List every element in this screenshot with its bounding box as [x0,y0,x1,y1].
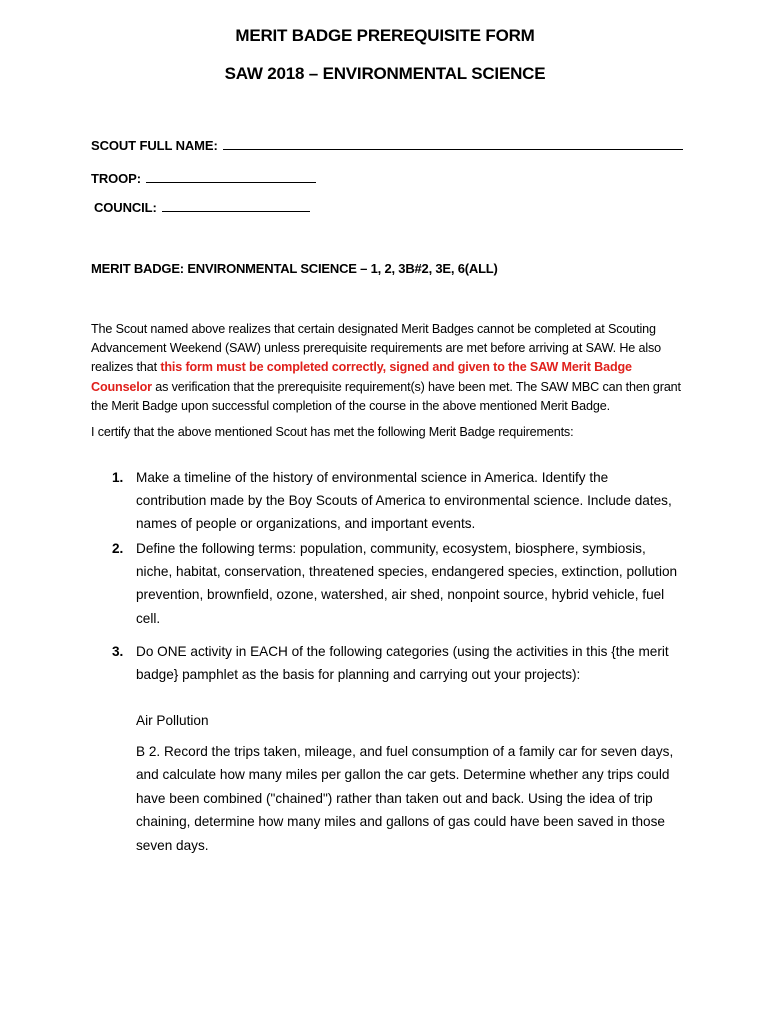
scout-name-label: SCOUT FULL NAME: [91,138,218,153]
form-title: MERIT BADGE PREREQUISITE FORM [235,26,535,45]
intro-text-end: as verification that the prerequisite requirement(s) have been met. The SAW MBC can then grant the Merit Badge upon successful completion of the course in the above mentioned Merit Badge. [91,379,681,413]
form-subtitle: SAW 2018 – ENVIRONMENTAL SCIENCE [224,64,546,83]
council-field [94,199,310,215]
requirement-number: 3. [112,644,124,659]
intro-text-start: The Scout named above realizes that certain designated Merit Badges cannot be completed at Scouting Advancement Weekend (SAW) unless prerequisite requirements are met before arriving at SAW. He also realizes that [91,322,662,375]
troop-blank[interactable] [146,170,316,183]
requirement-item [112,466,682,536]
intro-paragraph [91,320,691,416]
requirement-text: Do ONE activity in EACH of the following categories (using the activities in this {the merit badge} pamphlet as the basis for planning and carrying out your projects): [136,644,669,683]
category-title: Air Pollution [136,713,209,728]
requirement-item [112,537,682,630]
requirement-number: 1. [112,470,124,485]
intro-highlight: this form must be completed correctly, signed and given to the SAW Merit Badge Counselor [91,360,632,394]
requirement-item [112,640,682,686]
council-blank[interactable] [162,199,310,212]
troop-label: TROOP: [91,171,141,186]
scout-name-blank[interactable] [223,137,683,150]
requirement-number: 2. [112,541,124,556]
troop-field [91,170,316,186]
certify-statement: I certify that the above mentioned Scout has met the following Merit Badge requirements: [91,425,574,439]
requirement-text: Define the following terms: population, community, ecosystem, biosphere, symbiosis, niche, habitat, conservation, threatened species, endangered species, extinction, pollution prevention, brownfield, ozone, watershed, air shed, nonpoint source, hybrid vehicle, fuel cell. [136,541,678,626]
merit-badge-heading: MERIT BADGE: ENVIRONMENTAL SCIENCE – 1, 2, 3B#2, 3E, 6(ALL) [91,261,498,276]
category-body: B 2. Record the trips taken, mileage, and fuel consumption of a family car for seven days, and calculate how many miles per gallon the car gets. Determine whether any trips could have been combined ("chained") rather than taken out and back. Using the idea of trip chaining, determine how many miles and gallons of gas could have been saved in those seven days. [136,744,674,853]
council-label: COUNCIL: [94,200,157,215]
requirement-text: Make a timeline of the history of environmental science in America. Identify the contribution made by the Boy Scouts of America to environmental science. Include dates, names of people or organizations, and important events. [136,470,672,532]
scout-name-field [91,137,683,153]
